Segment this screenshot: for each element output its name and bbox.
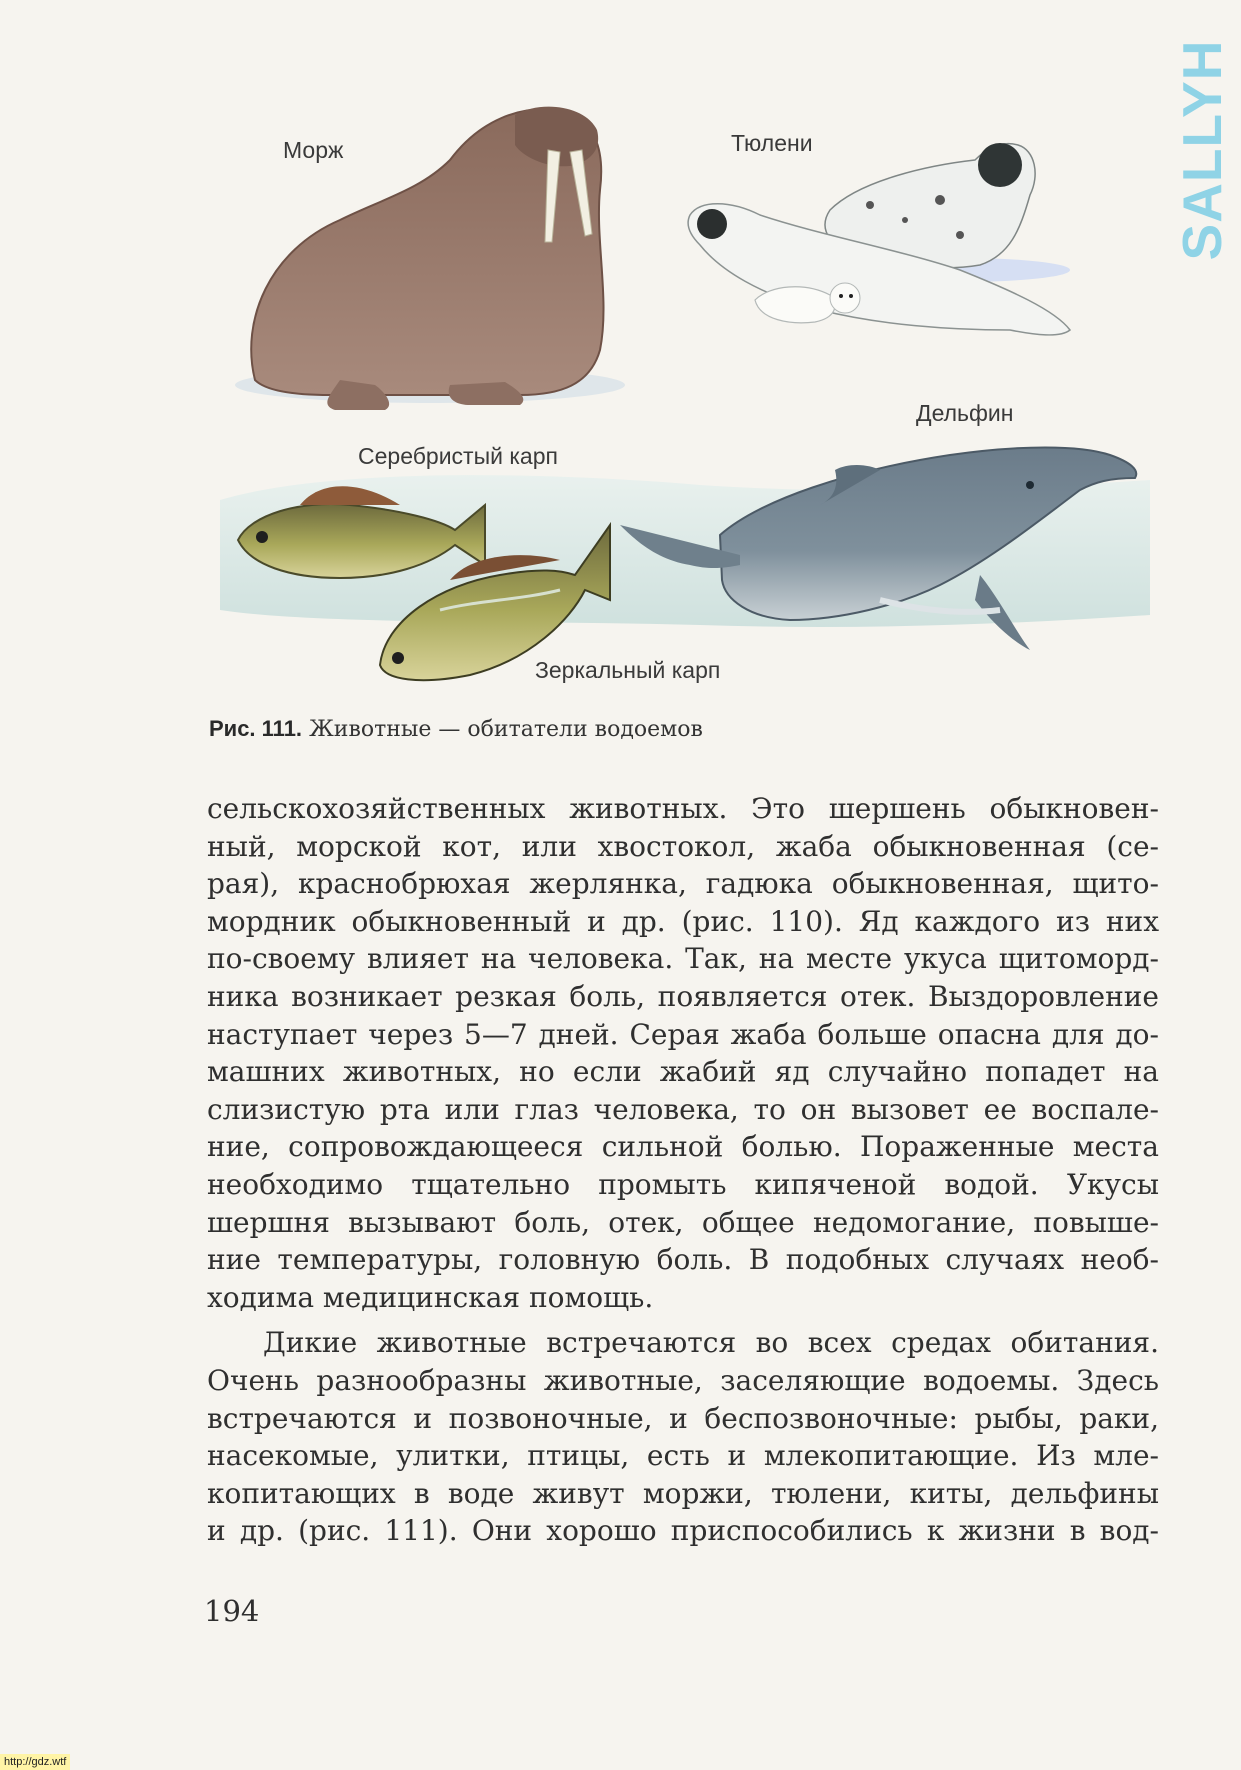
page-number: 194 — [204, 1594, 260, 1628]
text-line: насекомые, улитки, птицы, есть и млекопитающие. Из мле- — [207, 1439, 1159, 1473]
figure-label-walrus: Морж — [283, 137, 344, 163]
text-line: шершня вызывают боль, отек, общее недомогание, повыше- — [207, 1205, 1159, 1239]
text-line: необходимо тщательно промыть кипяченой водой. Укусы — [207, 1167, 1159, 1201]
figure-label-dolphin: Дельфин — [916, 400, 1014, 426]
text-line: сельскохозяйственных животных. Это шершень обыкновен- — [207, 792, 1159, 825]
source-tag: http://gdz.wtf — [0, 1754, 70, 1770]
text-line: наступает через 5—7 дней. Серая жаба больше опасна для до- — [207, 1017, 1159, 1051]
text-line: Дикие животные встречаются во всех средах обитания. — [263, 1326, 1159, 1360]
text-line: машних животных, но если жабий яд случайно попадет на — [207, 1055, 1159, 1089]
text-line: рая), краснобрюхая жерлянка, гадюка обыкновенная, щито- — [207, 867, 1159, 901]
text-line: ходима медицинская помощь. — [207, 1280, 654, 1314]
text-line: слизистую рта или глаз человека, то он вызовет ее воспале- — [207, 1092, 1159, 1126]
figure-caption — [209, 716, 703, 742]
watermark — [1172, 18, 1232, 283]
figure-label-silver-carp: Серебристый карп — [358, 443, 558, 469]
body-text — [207, 790, 1159, 1550]
text-line: и др. (рис. 111). Они хорошо приспособились к жизни в вод- — [207, 1514, 1159, 1548]
text-line: копитающих в воде живут моржи, тюлени, киты, дельфины — [207, 1476, 1159, 1510]
text-line: по-своему влияет на человека. Так, на месте укуса щитоморд- — [207, 942, 1159, 976]
text-line: ника возникает резкая боль, появляется отек. Выздоровление — [207, 979, 1159, 1013]
figure-caption-number: Рис. 111. — [209, 716, 303, 741]
figure-illustration — [0, 0, 1241, 720]
text-line: ние, сопровождающееся сильной болью. Пораженные места — [207, 1130, 1159, 1164]
text-line: Очень разнообразны животные, заселяющие водоемы. Здесь — [207, 1363, 1159, 1397]
text-line: ние температуры, головную боль. В подобных случаях необ- — [207, 1243, 1159, 1277]
figure-caption-text: Животные — обитатели водоемов — [309, 717, 703, 742]
figure-label-seals: Тюлени — [731, 130, 813, 156]
text-line: мордник обыкновенный и др. (рис. 110). Яд каждого из них — [207, 904, 1159, 938]
text-line: ный, морской кот, или хвостокол, жаба обыкновенная (се- — [207, 829, 1159, 863]
watermark-text: SALLYH — [1171, 39, 1233, 261]
text-line: встречаются и позвоночные, и беспозвоночные: рыбы, раки, — [207, 1401, 1159, 1435]
seals-illustration — [688, 143, 1070, 335]
figure-label-mirror-carp: Зеркальный карп — [535, 657, 721, 683]
